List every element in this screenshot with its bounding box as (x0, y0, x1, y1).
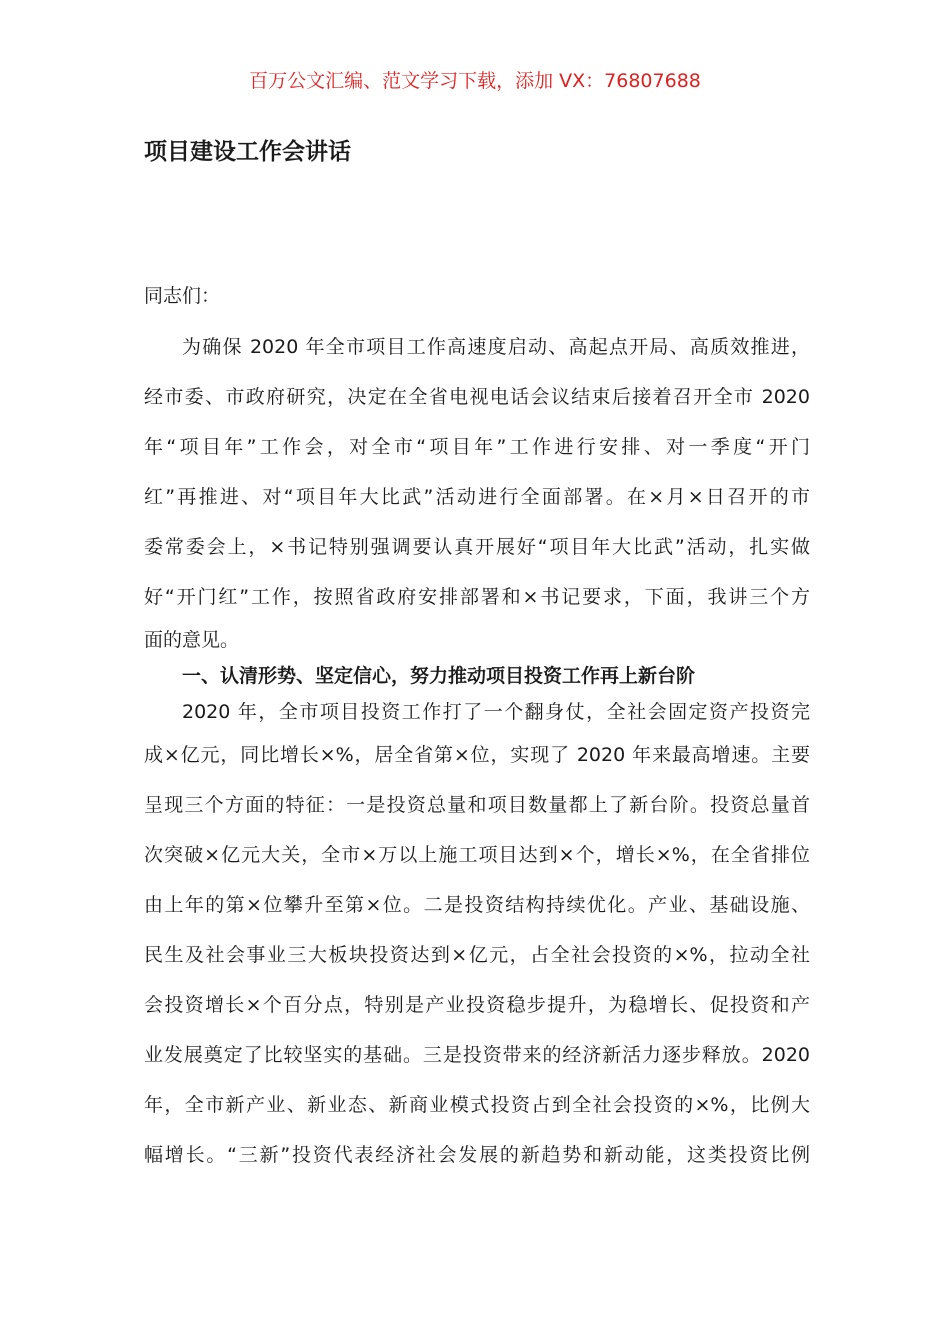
paragraph-line: 年，全市新产业、新业态、新商业模式投资占到全社会投资的×%，比例大 (144, 1094, 810, 1116)
paragraph-line: 会投资增长×个百分点，特别是产业投资稳步提升，为稳增长、促投资和产 (144, 994, 810, 1016)
paragraph-line: 幅增长。“三新”投资代表经济社会发展的新趋势和新动能，这类投资比例 (144, 1144, 810, 1166)
paragraph-line: 呈现三个方面的特征：一是投资总量和项目数量都上了新台阶。投资总量首 (144, 794, 810, 816)
paragraph-line: 红”再推进、对“项目年大比武”活动进行全面部署。在×月×日召开的市 (144, 486, 810, 508)
paragraph-line: 面的意见。 (144, 629, 240, 651)
paragraph-line: 委常委会上，×书记特别强调要认真开展好“项目年大比武”活动，扎实做 (144, 536, 810, 558)
paragraph-line: 次突破×亿元大关，全市×万以上施工项目达到×个，增长×%，在全省排位 (144, 844, 810, 866)
paragraph-line: 民生及社会事业三大板块投资达到×亿元，占全社会投资的×%，拉动全社 (144, 944, 810, 966)
paragraph-line: 由上年的第×位攀升至第×位。二是投资结构持续优化。产业、基础设施、 (144, 894, 810, 916)
paragraph-line: 经市委、市政府研究，决定在全省电视电话会议结束后接着召开全市 2020 (144, 386, 810, 408)
paragraph-line: 好“开门红”工作，按照省政府安排部署和×书记要求，下面，我讲三个方 (144, 586, 810, 608)
watermark-banner: 百万公文汇编、范文学习下载，添加 VX：76807688 (249, 70, 701, 92)
body-text (144, 322, 810, 1180)
paragraph-line: 2020 年，全市项目投资工作打了一个翻身仗，全社会固定资产投资完 (182, 701, 810, 723)
paragraph-line: 成×亿元，同比增长×%，居全省第×位，实现了 2020 年来最高增速。主要 (144, 744, 810, 766)
salutation: 同志们： (144, 285, 221, 307)
paragraph-line: 年“项目年”工作会，对全市“项目年”工作进行安排、对一季度“开门 (144, 436, 810, 458)
page-title: 项目建设工作会讲话 (144, 139, 351, 165)
paragraph-line: 为确保 2020 年全市项目工作高速度启动、高起点开局、高质效推进， (182, 336, 810, 358)
paragraph-line: 业发展奠定了比较坚实的基础。三是投资带来的经济新活力逐步释放。2020 (144, 1044, 810, 1066)
section-heading: 一、认清形势、坚定信心，努力推动项目投资工作再上新台阶 (182, 665, 696, 687)
